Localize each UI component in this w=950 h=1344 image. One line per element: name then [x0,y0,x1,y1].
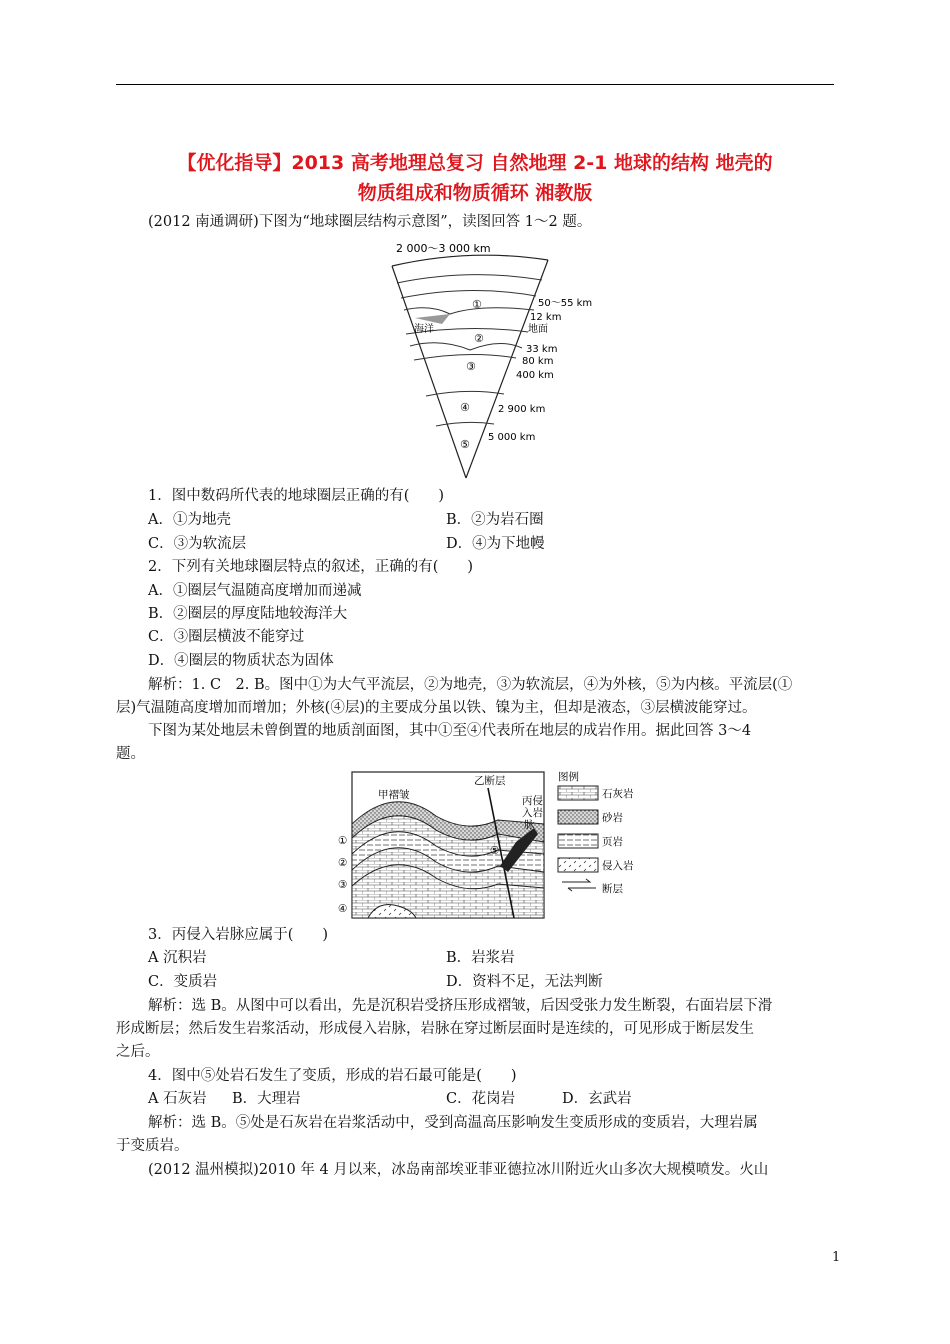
q3-option-a: A 沉积岩 [148,950,207,966]
fig2-dike-label-3: 脉 [524,819,535,831]
fig1-circle-3: ③ [466,360,476,373]
answer-3-line-1: 解析：选 B。从图中可以看出，先是沉积岩受挤压形成褶皱，后因受张力发生断裂，右面岩层下滑 [148,998,773,1014]
fig1-depth-1: 50～55 km [538,298,593,309]
fig1-circle-2: ② [474,332,484,345]
geological-profile-figure [338,768,658,924]
fig1-depth-2: 12 km [530,312,562,323]
fig2-fault-label: 乙断层 [474,775,506,787]
fig2-circle-2: ② [338,857,348,869]
q3-option-c: C．变质岩 [148,974,218,990]
answer-3-line-3: 之后。 [116,1044,160,1060]
fig2-circle-4: ④ [338,903,348,915]
q1-stem: 1．图中数码所代表的地球圈层正确的有( ) [148,488,445,504]
page-number: 1 [832,1250,841,1265]
fig2-dike-label-1: 丙侵 [522,795,543,807]
q3-stem: 3．丙侵入岩脉应属于( ) [148,927,329,943]
q1-option-c: C．③为软流层 [148,536,247,552]
fig1-depth-6: 400 km [516,370,554,381]
doc-title-line-1: 【优化指导】2013 高考地理总复习 自然地理 2-1 地球的结构 地壳的 [177,152,773,174]
legend-shale: 页岩 [602,836,623,848]
fig1-depth-4: 33 km [526,344,558,355]
answer-1-2-line-2: 层)气温随高度增加而增加；外核(④层)的主要成分虽以铁、镍为主，但却是液态，③层横波能穿过。 [116,700,757,716]
q4-stem: 4．图中⑤处岩石发生了变质，形成的岩石最可能是( ) [148,1068,517,1084]
intro-2-line-1: 下图为某处地层未曾倒置的地质剖面图，其中①至④代表所在地层的成岩作用。据此回答 3～4 [148,723,752,739]
doc-title-line-2: 物质组成和物质循环 湘教版 [357,182,593,204]
fig1-depth-3: 地面 [528,324,548,335]
answer-4-line-1: 解析：选 B。⑤处是石灰岩在岩浆活动中，受到高温高压影响发生变质形成的变质岩，大理岩属 [148,1115,758,1131]
q2-option-a: A．①圈层气温随高度增加而递减 [148,583,362,599]
answer-3-line-2: 形成断层；然后发生岩浆活动，形成侵入岩脉，岩脉在穿过断层面时是连续的，可见形成于断层发生 [116,1021,754,1037]
fig2-dike-label-2: 入岩 [522,807,543,819]
answer-4-line-2: 于变质岩。 [116,1138,189,1154]
q2-option-d: D．④圈层的物质状态为固体 [148,653,334,669]
q4-option-a: A 石灰岩 [148,1091,207,1107]
fig2-circle-1: ① [338,835,348,847]
q4-option-b: B．大理岩 [232,1091,301,1107]
fig1-depth-8: 5 000 km [488,432,536,443]
header-rule [116,84,834,85]
fig1-ocean-label: 海洋 [414,324,434,335]
fig2-fold-label: 甲褶皱 [378,789,410,801]
q3-option-b: B．岩浆岩 [446,950,515,966]
legend-fault: 断层 [602,883,623,895]
q4-option-c: C．花岗岩 [446,1091,516,1107]
q1-option-d: D．④为下地幔 [446,536,545,552]
q3-option-d: D．资料不足，无法判断 [446,974,603,990]
fig1-depth-5: 80 km [522,356,554,367]
q2-option-b: B．②圈层的厚度陆地较海洋大 [148,606,348,622]
legend-title: 图例 [558,771,579,783]
intro-1: (2012 南通调研)下图为“地球圈层结构示意图”，读图回答 1～2 题。 [148,214,592,230]
q1-option-b: B．②为岩石圈 [446,512,544,528]
fig1-circle-1: ① [472,298,482,311]
fig1-circle-5: ⑤ [460,438,470,451]
fig2-circle-5: ⑤ [490,845,500,857]
intro-3: (2012 温州模拟)2010 年 4 月以来，冰岛南部埃亚菲亚德拉冰川附近火山多次大规模喷发。火山 [148,1162,769,1178]
fig1-circle-4: ④ [460,401,470,414]
intro-2-line-2: 题。 [116,746,145,762]
fig1-top-label: 2 000～3 000 km [396,242,491,255]
legend-limestone: 石灰岩 [602,788,634,800]
earth-layers-figure [370,238,600,484]
q2-option-c: C．③圈层横波不能穿过 [148,629,305,645]
q1-option-a: A．①为地壳 [148,512,231,528]
fig2-circle-3: ③ [338,879,348,891]
legend-intrusive: 侵入岩 [602,860,634,872]
q4-option-d: D．玄武岩 [562,1091,632,1107]
fig1-depth-7: 2 900 km [498,404,546,415]
q2-stem: 2．下列有关地球圈层特点的叙述，正确的有( ) [148,559,474,575]
answer-1-2-line-1: 解析：1. C 2. B。图中①为大气平流层，②为地壳，③为软流层，④为外核，⑤为内核。平流层(① [148,677,793,693]
legend-sandstone: 砂岩 [602,812,623,824]
